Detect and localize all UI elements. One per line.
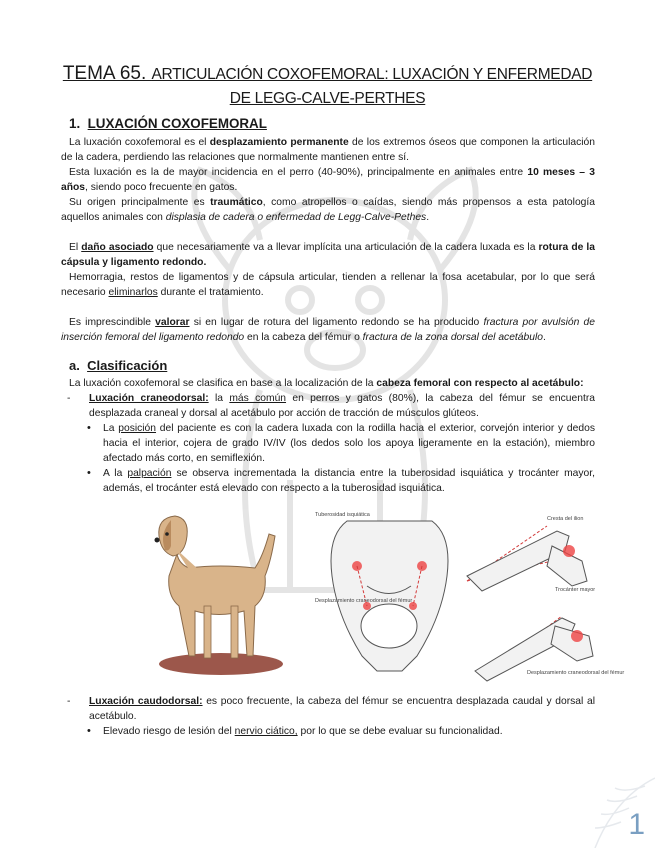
paragraph-associated-damage: El daño asociado que necesariamente va a llevar implícita una articulación de la cadera luxada es la rotura de la cápsula y ligamento redondo.: [61, 242, 595, 268]
document-body: [61, 114, 625, 739]
figure-group: [61, 506, 625, 686]
hip-anatomy-illustration: [307, 506, 625, 681]
paragraph-origin: Su origen principalmente es traumático, como atropellos o caídas, siendo más propensos a esta patología aquellos animales con displasia de cadera o enfermedad de Legg-Calve-Pethes.: [61, 197, 595, 223]
paragraph-incidence: Esta luxación es la de mayor incidencia en el perro (40-90%), principalmente en animales entre 10 meses – 3 años, siendo poco frecuente en gatos.: [61, 167, 595, 193]
paragraph-definition: La luxación coxofemoral es el desplazamiento permanente de los extremos óseos que componen la articulación de la cadera, perdiendo las relaciones que normalmente mantienen entre sí.: [61, 137, 595, 163]
subsection-heading: a. Clasificación: [69, 358, 168, 373]
label-tuberosidad: Tuberosidad isquiática: [315, 512, 370, 518]
list-item-craneodorsal: - Luxación craneodorsal: la más común en perros y gatos (80%), la cabeza del fémur se encuentra desplazada craneal y dorsal al acetábulo por acción de tracción de músculos glúteos.: [67, 393, 595, 419]
list-item-caudodorsal: - Luxación caudodorsal: es poco frecuente, la cabeza del fémur se encuentra desplazada caudal y dorsal al acetábulo.: [67, 696, 595, 722]
label-desp1: Desplazamiento craneodorsal del fémur: [315, 598, 413, 604]
title-line2: DE LEGG-CALVE-PERTHES: [229, 90, 426, 107]
label-trocanter: Trocánter mayor: [555, 587, 596, 593]
bullet-palpation: • A la palpación se observa incrementada la distancia entre la tuberosidad isquiática y trocánter mayor, además, el trocánter está elevado con respecto a la tuberosidad isquiática.: [87, 467, 595, 494]
paragraph-hemorrhage: Hemorragia, restos de ligamentos y de cápsula articular, tienden a rellenar la fosa acetabular, por lo que será necesario eliminarlos durante el tratamiento.: [61, 272, 595, 298]
bullet-sciatic-nerve: • Elevado riesgo de lesión del nervio ciático, por lo que se debe evaluar su funcionalidad.: [87, 725, 503, 737]
paragraph-classification-intro: La luxación coxofemoral se clasifica en base a la localización de la cabeza femoral con respecto al acetábulo:: [69, 378, 584, 389]
label-desp2: Desplazamiento craneodorsal del fémur: [527, 670, 625, 676]
section-heading: 1. LUXACIÓN COXOFEMORAL: [69, 116, 267, 131]
bullet-position: • La posición del paciente es con la cadera luxada con la rodilla hacia el exterior, corvejón interior y dedos hacia el interior, cojera de grado IV/IV (los dedos solo los apoya ligeramente en la estación), miembro afectado más corto, en semiflexión.: [87, 422, 595, 464]
paragraph-assessment: Es imprescindible valorar si en lugar de rotura del ligamento redondo se ha producido fractura por avulsión de inserción femoral del ligamento redondo en la cabeza del fémur o fractura de la zona dorsal del acetábulo.: [61, 317, 595, 343]
label-cresta: Cresta del ilion: [547, 516, 584, 522]
dog-illustration: [149, 506, 289, 681]
title-prefix: TEMA 65.: [62, 63, 152, 84]
document-title: [40, 62, 615, 111]
page-number: 1: [628, 808, 645, 841]
title-line1: ARTICULACIÓN COXOFEMORAL: LUXACIÓN Y ENFERMEDAD: [151, 66, 593, 83]
